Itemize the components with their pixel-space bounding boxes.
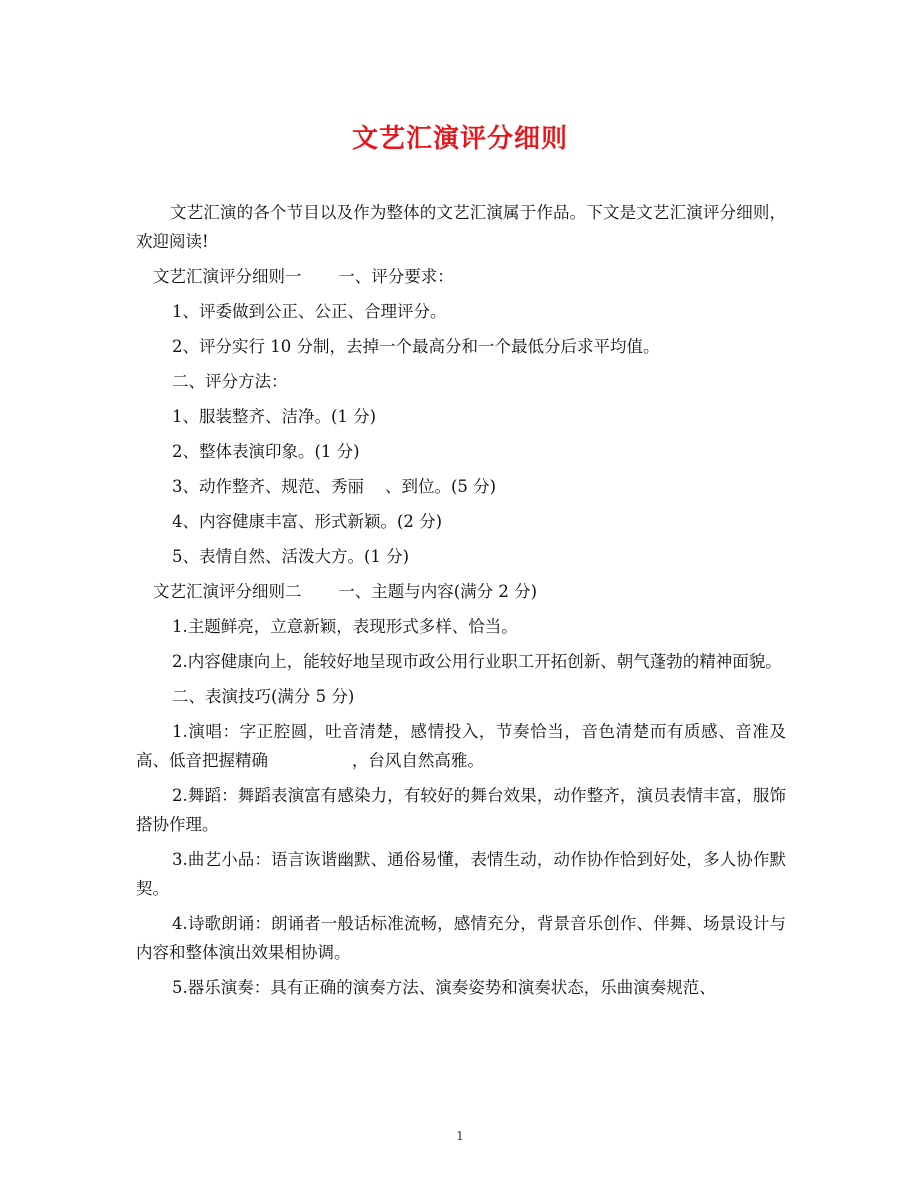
list-item: 4、内容健康丰富、形式新颖。(2 分) (172, 512, 443, 531)
list-item: 2、评分实行 10 分制，去掉一个最高分和一个最低分后求平均值。 (172, 337, 660, 356)
list-item: 1.主题鲜亮，立意新颖，表现形式多样、恰当。 (172, 617, 518, 636)
list-item: 1、评委做到公正、公正、合理评分。 (172, 302, 447, 321)
subheading: 二、评分方法： (172, 372, 288, 391)
section-heading-2: 文艺汇演评分细则二 一、主题与内容(满分 2 分) (153, 582, 538, 601)
list-item: 2.内容健康向上，能较好地呈现市政公用行业职工开拓创新、朝气蓬勃的精神面貌。 (172, 652, 782, 671)
list-item: 1.演唱：字正腔圆，吐音清楚，感情投入，节奏恰当，音色清楚而有质感、音准及高、低音把握精确 ，台风自然高雅。 (136, 722, 786, 770)
list-item: 2.舞蹈：舞蹈表演富有感染力，有较好的舞台效果，动作整齐，演员表情丰富，服饰搭协作理。 (136, 786, 786, 834)
document-body (136, 198, 786, 1008)
page-title: 文艺汇演评分细则 (351, 124, 568, 154)
list-item: 3、动作整齐、规范、秀丽 、到位。(5 分) (172, 477, 497, 496)
list-item: 4.诗歌朗诵：朗诵者一般话标准流畅，感情充分，背景音乐创作、伴舞、场景设计与内容和整体演出效果相协调。 (136, 914, 786, 962)
list-item: 5、表情自然、活泼大方。(1 分) (172, 547, 410, 566)
list-item: 3.曲艺小品：语言诙谐幽默、通俗易懂，表情生动，动作协作恰到好处，多人协作默契。 (136, 850, 786, 898)
list-item: 1、服装整齐、洁净。(1 分) (172, 407, 377, 426)
list-item: 2、整体表演印象。(1 分) (172, 442, 360, 461)
intro-paragraph: 文艺汇演的各个节目以及作为整体的文艺汇演属于作品。下文是文艺汇演评分细则，欢迎阅读! (136, 203, 786, 251)
page-number: 1 (456, 1129, 464, 1143)
section-heading-1: 文艺汇演评分细则一 一、评分要求： (153, 267, 454, 286)
subheading: 二、表演技巧(满分 5 分) (172, 687, 355, 706)
list-item: 5.器乐演奏：具有正确的演奏方法、演奏姿势和演奏状态，乐曲演奏规范、 (172, 978, 716, 997)
